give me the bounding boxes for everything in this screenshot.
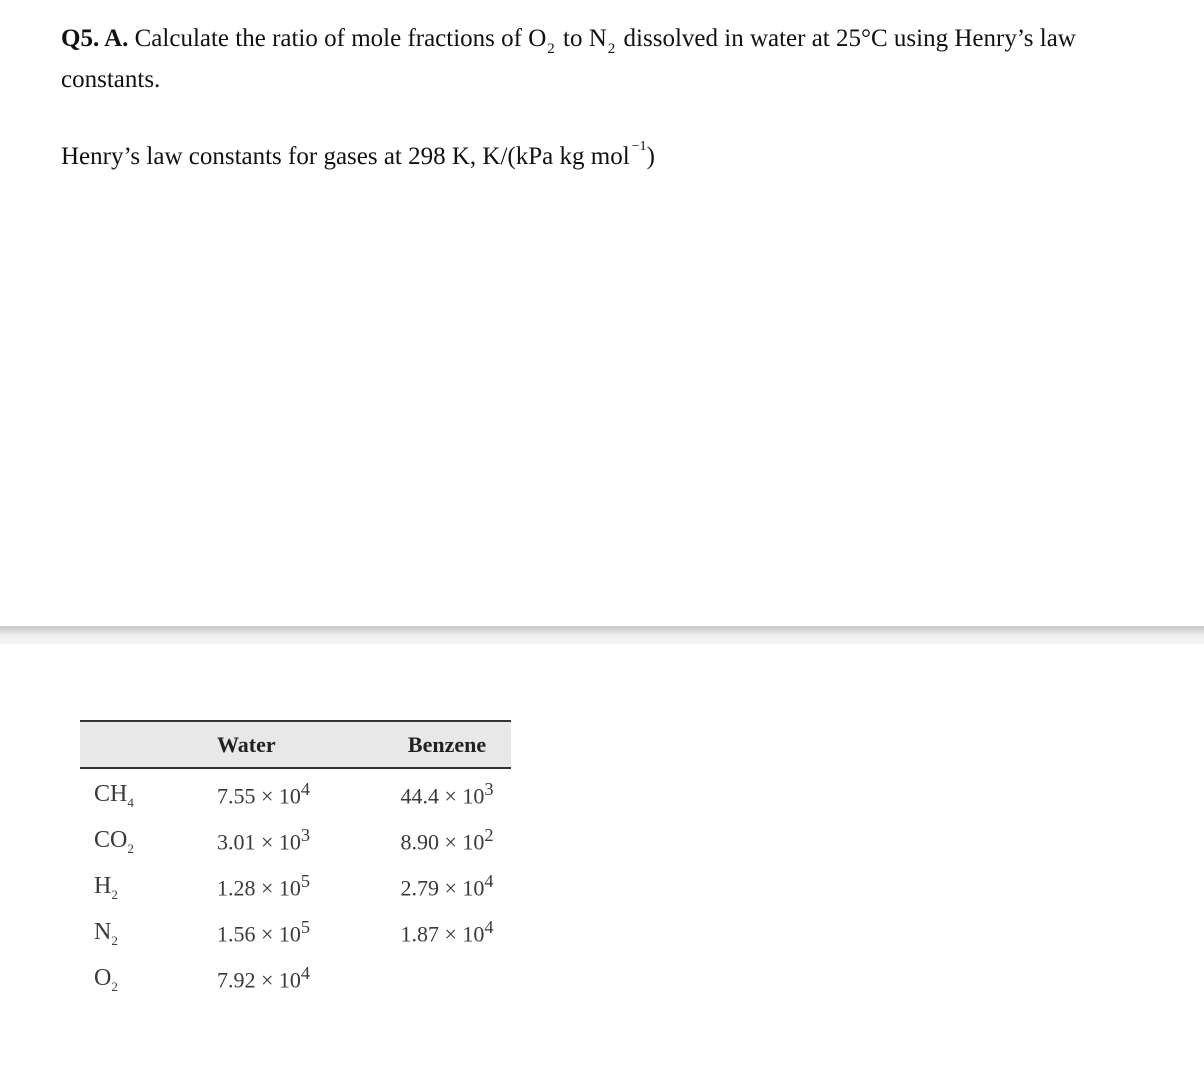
table-row: [80, 768, 511, 817]
gas-formula: H: [94, 872, 112, 899]
water-exponent: 4: [300, 962, 311, 983]
table-row: [80, 863, 511, 909]
benzene-mantissa: 1.87 × 10: [400, 921, 485, 947]
table-row: [80, 817, 511, 863]
benzene-cell: [383, 817, 511, 863]
gas-formula: CH: [94, 780, 128, 807]
o2-subscript: 2: [547, 41, 555, 57]
water-exponent: 5: [300, 870, 311, 891]
water-cell: [217, 909, 383, 955]
unit-exponent: −1: [631, 139, 647, 154]
gas-subscript: 2: [111, 932, 118, 948]
benzene-mantissa: 44.4 × 10: [400, 783, 485, 809]
gas-cell: [80, 863, 217, 909]
benzene-exponent: 4: [484, 870, 494, 891]
water-cell: [217, 863, 383, 909]
water-mantissa: 7.92 × 10: [217, 967, 301, 993]
question-label: Q5. A.: [61, 25, 129, 52]
benzene-exponent: 2: [484, 824, 494, 845]
water-mantissa: 7.55 × 10: [217, 783, 301, 809]
water-cell: [217, 768, 383, 817]
water-cell: [217, 955, 383, 1001]
header-gas: [80, 721, 217, 768]
gas-cell: [80, 817, 217, 863]
water-cell: [217, 817, 383, 863]
benzene-exponent: 3: [484, 778, 494, 799]
question-part2: to N: [563, 25, 607, 52]
question-text: [61, 20, 1161, 99]
gas-cell: [80, 909, 217, 955]
water-mantissa: 3.01 × 10: [217, 829, 301, 855]
table-row: [80, 955, 511, 1001]
water-mantissa: 1.56 × 10: [217, 921, 301, 947]
water-exponent: 3: [300, 824, 311, 845]
gas-subscript: 2: [127, 840, 134, 856]
benzene-cell: [383, 909, 511, 955]
gas-formula: O: [94, 964, 112, 991]
gas-cell: [80, 955, 217, 1001]
header-benzene: Benzene: [383, 721, 511, 768]
gas-formula: CO: [94, 826, 128, 853]
benzene-mantissa: 8.90 × 10: [400, 829, 485, 855]
henry-constants-table: [80, 720, 511, 1001]
table-heading: [61, 138, 655, 180]
header-water: Water: [217, 721, 383, 768]
benzene-cell: [383, 863, 511, 909]
benzene-exponent: 4: [484, 916, 494, 937]
table-heading-text: Henry’s law constants for gases at 298 K, K/(kPa kg mol: [61, 143, 630, 170]
n2-subscript: 2: [607, 41, 616, 57]
gas-formula: N: [94, 918, 112, 945]
section-divider: [0, 626, 1204, 644]
benzene-cell: [383, 768, 511, 817]
gas-subscript: 2: [111, 886, 118, 902]
table-row: [80, 909, 511, 955]
question-part1: Calculate the ratio of mole fractions of O: [134, 25, 547, 52]
gas-subscript: 4: [127, 794, 134, 810]
table-heading-close: ): [646, 143, 655, 170]
water-exponent: 5: [300, 916, 311, 937]
gas-cell: [80, 768, 217, 817]
water-mantissa: 1.28 × 10: [217, 875, 301, 901]
benzene-mantissa: 2.79 × 10: [400, 875, 485, 901]
question-part3: dissolved in water at 25°C using Henry’s law constants.: [61, 25, 1076, 93]
table-header-row: [80, 721, 511, 768]
gas-subscript: 2: [111, 978, 118, 994]
benzene-cell: [383, 955, 511, 1001]
water-exponent: 4: [300, 778, 311, 799]
